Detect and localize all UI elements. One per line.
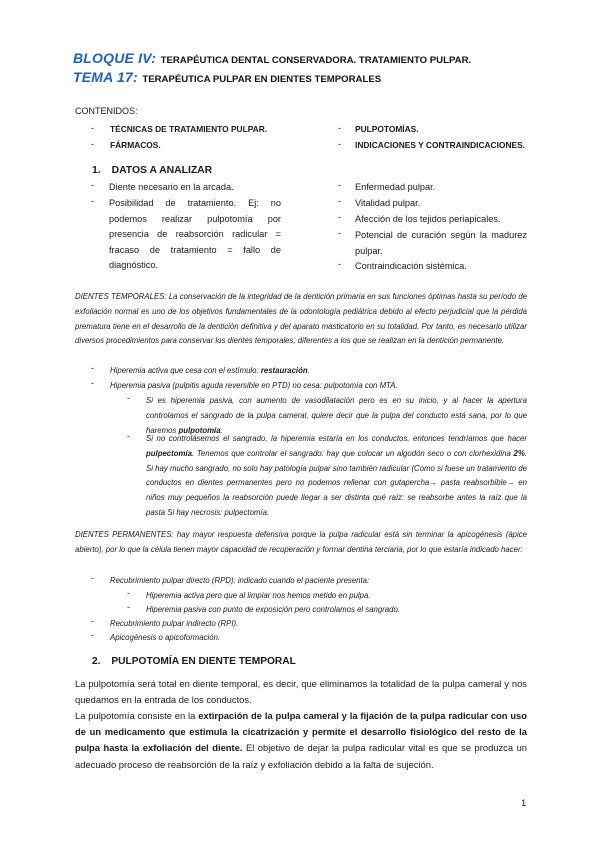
permanentes-bullet: Apicogénesis o apicoformación.	[110, 633, 221, 642]
section-title: PULPOTOMÍA EN DIENTE TEMPORAL	[111, 656, 296, 667]
analysis-item: Enfermedad pulpar.	[355, 182, 436, 192]
permanentes-paragraph: DIENTES PERMANENTES: hay mayor respuesta defensiva porque la pulpa radicular está sin terminar la apicogénesis (ápice abierto), por lo que la célula tienen mayor capacidad de recuperación y formar dentina terciaria, por lo que estaría indicado hacer:	[75, 530, 527, 554]
analysis-item: Diente necesario en la arcada.	[109, 182, 234, 192]
bloque-tag: BLOQUE IV:	[73, 50, 157, 66]
contents-item: INDICACIONES Y CONTRAINDICACIONES.	[355, 140, 525, 150]
analysis-item: Vitalidad pulpar.	[355, 198, 421, 208]
permanentes-subbullet: Hiperemia pasiva con punto de exposición pero controlamos el sangrado.	[146, 605, 400, 614]
permanentes-bullet: Recubrimiento pulpar directo (RPD): indicado cuando el paciente presenta:	[110, 576, 370, 585]
pulpotomia-paragraph: La pulpotomía consiste en la extirpación de la pulpa cameral y la fijación de la pulpa radicular con uso de un medicamento que estimula la cicatrización y permite el desarrollo fisiológico del resto de la pulpa hasta la exfoliación del diente. El objetivo de dejar la pulpa radicular vital es que se produzca un adecuado proceso de reabsorción de la raíz y exfoliación debido a la falta de sujeción.	[75, 710, 528, 770]
contents-heading: CONTENIDOS:	[75, 106, 138, 116]
analysis-item: Contraindicación sistémica.	[355, 261, 467, 271]
section-title: DATOS A ANALIZAR	[111, 165, 213, 176]
contents-item: FÁRMACOS.	[110, 140, 161, 150]
analysis-item: Posibilidad de tratamiento. Ej: no podemos realizar pulpotomía por presencia de reabsorción radicular = fracaso de tratamiento = fallo de diagnóstico.	[109, 198, 281, 270]
section-2-heading	[92, 656, 296, 667]
tema-title: TERAPÉUTICA PULPAR EN DIENTES TEMPORALES	[142, 74, 382, 85]
analysis-item: Potencial de curación según la madurez pulpar.	[355, 230, 527, 256]
temporales-bullet: Hiperemia activa que cesa con el estímulo: restauración.	[110, 366, 310, 375]
temporales-subbullet: Si no controlásemos el sangrado, la hiperemia estaría en los conductos, entonces tendríamos que hacer pulpectomía. Tenemos que controlar el sangrado: hay que colocar un algodón seco o con clorhexidina 2%. Si hay mucho sangrado, no solo hay patología pulpar sino también radicular (Como si fuese un tratamiento de conductos en dientes permanentes pero no podemos rellenar con gutapercha→ pasta reabsorbible→ en niños muy pequeños la reabsorción puede llegar a ser distinta qué raíz: se reabsorbe antes la raíz que la pasta Si hay necrosis: pulpectomía.	[146, 434, 527, 517]
section-1-heading	[92, 165, 212, 176]
analysis-item: Afección de los tejidos periapicales.	[355, 214, 501, 224]
tema-header	[73, 69, 381, 87]
contents-item: TÉCNICAS DE TRATAMIENTO PULPAR.	[110, 124, 268, 134]
bloque-header	[73, 50, 471, 68]
pulpotomia-paragraph: La pulpotomía será total en diente temporal, es decir, que eliminamos la totalidad de la pulpa cameral y nos quedamos en la entrada de los conductos.	[75, 678, 527, 706]
tema-tag: TEMA 17:	[73, 69, 138, 85]
section-number: 1.	[92, 165, 101, 176]
temporales-bullet: Hiperemia pasiva (pulpitis aguda reversible en PTD) no cesa: pulpotomía con MTA.	[110, 381, 398, 390]
temporales-paragraph: DIENTES TEMPORALES: La conservación de la integridad de la dentición primaria en sus funciones óptimas hasta su período de exfoliación normal es uno de los objetivos fundamentales de la odontología pediátrica debido al efecto perjudicial que la pérdida prematura tiene en el desarrollo de la dentición definitiva y del aparato masticatorio en su totalidad. Por tanto, es necesario utilizar diversos procedimientos para conservar los dientes temporales, diferentes a los que se realizan en la dentición permanente.	[75, 292, 527, 346]
page-number: 1	[521, 798, 527, 809]
section-number: 2.	[92, 656, 101, 667]
permanentes-bullet: Recubrimiento pulpar indirecto (RPI).	[110, 619, 239, 628]
contents-item: PULPOTOMÍAS.	[355, 124, 419, 134]
document-page: BLOQUE IV: TERAPÉUTICA DENTAL CONSERVADORA. TRATAMIENTO PULPAR. TEMA 17: TERAPÉUTICA PULPAR EN DIENTES TEMPORALES CONTENIDOS: - TÉCNICAS DE TRATAMIENTO PULPAR. - FÁRMACOS. - PULPOTOMÍAS. - INDICACIONES Y CONTRAINDICACIONES. 1. DATOS A ANALIZAR - Diente necesario en la arcada. - Posibilidad de tratamiento. Ej: no podemos realizar pulpotomía por presencia de reabsorción radicular = fracaso de tratamiento = fallo de diagnóstico. - Enfermedad pulpar. - Vitalidad pulpar. - Afección de los tejidos periapicales. - Potencial de curación según la madurez pulpar. - Contraindicación sistémica. DIENTES TEMPORALES: La conservación de la integridad de la dentición primaria en sus funciones óptimas hasta su período de exfoliación normal es uno de los objetivos fundamentales de la odontología pediátrica debido al efecto perjudicial que la pérdida prematura tiene en el desarrollo de la dentición definitiva y del aparato masticatorio en su totalidad. Por tanto, es necesario utilizar diversos procedimientos para conservar los dientes temporales, diferentes a los que se realizan en la dentición permanente. - Hiperemia activa que cesa con el estímulo: restauración. - Hiperemia pasiva (pulpitis aguda reversible en PTD) no cesa: pulpotomía con MTA. - Si es hiperemia pasiva, con aumento de vasodilatación pero es en su inicio, y al hacer la apertura controlamos el sangrado de la pulpa cameral, quiere decir que la pulpa del conducto está sana, por lo que haremos pulpotomía. - Si no controlásemos el sangrado, la hiperemia estaría en los conductos, entonces tendríamos que hacer pulpectomía. Tenemos que controlar el sangrado: hay que colocar un algodón seco o con clorhexidina 2%. Si hay mucho sangrado, no solo hay patología pulpar sino también radicular (Como si fuese un tratamiento de conductos en dientes permanentes pero no podemos rellenar con gutapercha→ pasta reabsorbible→ en niños muy pequeños la reabsorción puede llegar a ser distinta qué raíz: se reabsorbe antes la raíz que la pasta Si hay necrosis: pulpectomía. DIENTES PERMANENTES: hay mayor respuesta defensiva porque la pulpa radicular está sin terminar la apicogénesis (ápice abierto), por lo que la célula tienen mayor capacidad de recuperación y formar dentina terciaria, por lo que estaría indicado hacer: - Recubrimiento pulpar directo (RPD): indicado cuando el paciente presenta: - Hiperemia activa pero que al limpiar nos hemos metido en pulpa. - Hiperemia pasiva con punto de exposición pero controlamos el sangrado. - Recubrimiento pulpar indirecto (RPI). - Apicogénesis o apicoformación. 2. PULPOTOMÍA EN DIENTE TEMPORAL La pulpotomía será total en diente temporal, es decir, que eliminamos la totalidad de la pulpa cameral y nos quedamos en la entrada de los conductos. La pulpotomía consiste en la extirpación de la pulpa cameral y la fijación de la pulpa radicular con uso de un medicamento que estimula la cicatrización y permite el desarrollo fisiológico del resto de la pulpa hasta la exfoliación del diente. El objetivo de dejar la pulpa radicular vital es que se produzca un adecuado proceso de reabsorción de la raíz y exfoliación debido a la falta de sujeción. 1	[73, 50, 528, 809]
temporales-subbullet: Si es hiperemia pasiva, con aumento de vasodilatación pero es en su inicio, y al hacer la apertura controlamos el sangrado de la pulpa cameral, quiere decir que la pulpa del conducto está sana, por lo que haremos pulpotomía.	[146, 396, 527, 435]
bloque-title: TERAPÉUTICA DENTAL CONSERVADORA. TRATAMIENTO PULPAR.	[160, 55, 472, 66]
permanentes-subbullet: Hiperemia activa pero que al limpiar nos hemos metido en pulpa.	[146, 591, 371, 600]
